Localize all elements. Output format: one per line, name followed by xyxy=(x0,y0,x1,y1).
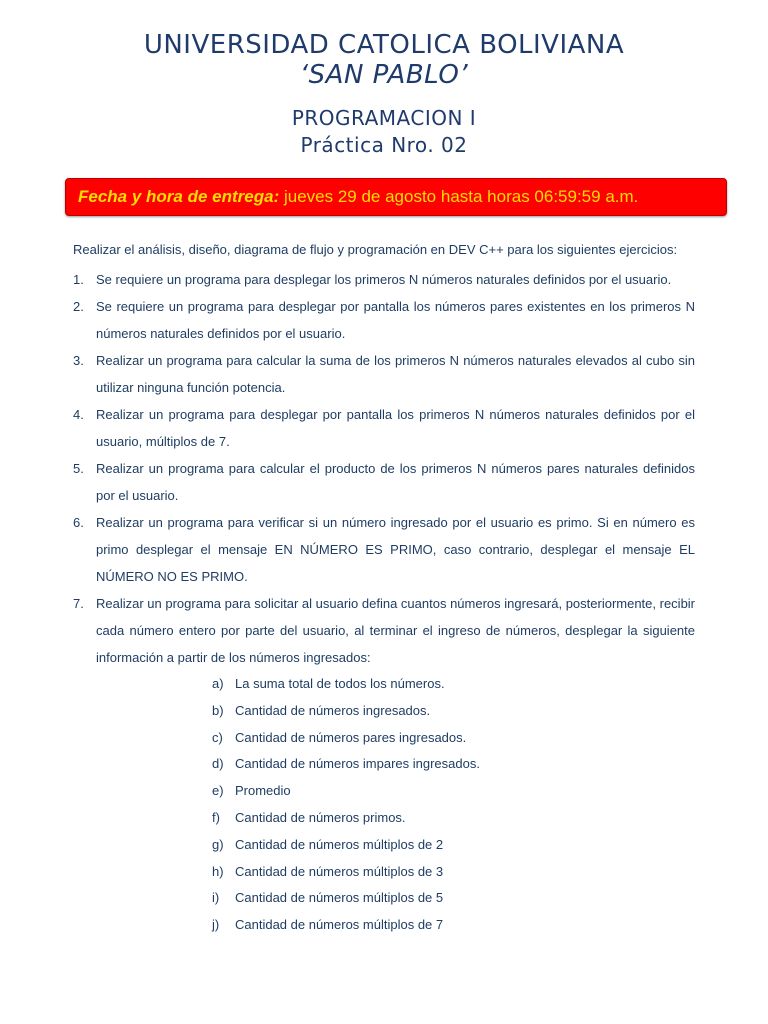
sub-item-letter: b) xyxy=(212,702,224,718)
sub-item xyxy=(73,912,695,939)
exercise-number: 7. xyxy=(73,596,84,611)
practice-number: Práctica Nro. 02 xyxy=(300,133,468,157)
sub-item-letter: f) xyxy=(212,809,220,825)
deadline-label: Fecha y hora de entrega: xyxy=(78,187,280,206)
document-header xyxy=(0,30,768,90)
sub-item-text: Cantidad de números múltiplos de 7 xyxy=(235,917,444,933)
sub-item xyxy=(73,859,695,886)
exercise-text: Realizar un programa para calcular la suma de los primeros N números naturales elevados al cubo sin utilizar ninguna función potencia. xyxy=(96,353,695,395)
exercise-text: Realizar un programa para desplegar por pantalla los primeros N números naturales definidos por el usuario, múltiplos de 7. xyxy=(96,407,695,449)
intro-paragraph: Realizar el análisis, diseño, diagrama de flujo y programación en DEV C++ para los siguientes ejercicios: xyxy=(73,242,678,257)
sub-item xyxy=(73,698,695,725)
exercise-item xyxy=(73,509,695,590)
sub-item xyxy=(73,725,695,752)
sub-item-text: Cantidad de números pares ingresados. xyxy=(235,729,467,745)
sub-item xyxy=(73,885,695,912)
exercise-text: Se requiere un programa para desplegar por pantalla los números pares existentes en los primeros N números naturales definidos por el usuario. xyxy=(96,299,695,341)
exercise-text: Realizar un programa para solicitar al usuario defina cuantos números ingresará, posteriormente, recibir cada número entero por parte del usuario, al terminar el ingreso de números, desplegar la siguiente información a partir de los números ingresados: xyxy=(96,596,696,665)
document-body xyxy=(73,240,695,939)
sub-item-text: Cantidad de números impares ingresados. xyxy=(235,756,480,772)
sub-item-letter: c) xyxy=(212,729,223,745)
exercise-number: 3. xyxy=(73,353,84,368)
university-subtitle: ‘SAN PABLO’ xyxy=(299,60,469,90)
exercise-list xyxy=(73,266,695,671)
sub-item-text: Cantidad de números múltiplos de 5 xyxy=(235,890,444,906)
course-title: PROGRAMACION I xyxy=(291,106,477,130)
exercise-text: Se requiere un programa para desplegar los primeros N números naturales definidos por el usuario. xyxy=(96,272,672,287)
sub-item-text: Cantidad de números primos. xyxy=(235,809,406,825)
sub-item-letter: e) xyxy=(212,783,224,799)
exercise-number: 5. xyxy=(73,461,84,476)
sub-item xyxy=(73,805,695,832)
sub-item-letter: h) xyxy=(212,863,224,879)
sub-item-letter: j) xyxy=(212,917,220,933)
sub-item-text: Cantidad de números ingresados. xyxy=(235,702,431,718)
sub-item-list xyxy=(73,671,695,939)
sub-item xyxy=(73,671,695,698)
exercise-number: 4. xyxy=(73,407,84,422)
exercise-number: 6. xyxy=(73,515,84,530)
sub-item xyxy=(73,778,695,805)
deadline-banner xyxy=(65,178,727,216)
sub-item-text: La suma total de todos los números. xyxy=(235,676,445,691)
exercise-item xyxy=(73,455,695,509)
sub-item-letter: a) xyxy=(212,676,224,691)
sub-item-letter: g) xyxy=(212,836,224,852)
exercise-item xyxy=(73,401,695,455)
sub-item-text: Cantidad de números múltiplos de 3 xyxy=(235,863,444,879)
exercise-item xyxy=(73,590,695,671)
sub-item xyxy=(73,832,695,859)
sub-item-text: Promedio xyxy=(235,783,291,799)
sub-item-letter: i) xyxy=(212,890,220,906)
sub-item xyxy=(73,751,695,778)
exercise-text: Realizar un programa para verificar si un número ingresado por el usuario es primo. Si en número es primo desplegar el mensaje EN NÚMERO ES PRIMO, caso contrario, desplegar el mensaje EL NÚMERO NO ES PRIMO. xyxy=(96,515,695,584)
sub-item-letter: d) xyxy=(212,756,224,772)
exercise-text: Realizar un programa para calcular el producto de los primeros N números pares naturales definidos por el usuario. xyxy=(96,461,695,503)
exercise-item xyxy=(73,293,695,347)
exercise-item xyxy=(73,347,695,401)
sub-item-text: Cantidad de números múltiplos de 2 xyxy=(235,836,444,852)
exercise-item xyxy=(73,266,695,293)
university-name: UNIVERSIDAD CATOLICA BOLIVIANA xyxy=(143,30,625,60)
exercise-number: 1. xyxy=(73,272,84,287)
exercise-number: 2. xyxy=(73,299,84,314)
deadline-value: jueves 29 de agosto hasta horas 06:59:59 a.m. xyxy=(283,187,639,206)
